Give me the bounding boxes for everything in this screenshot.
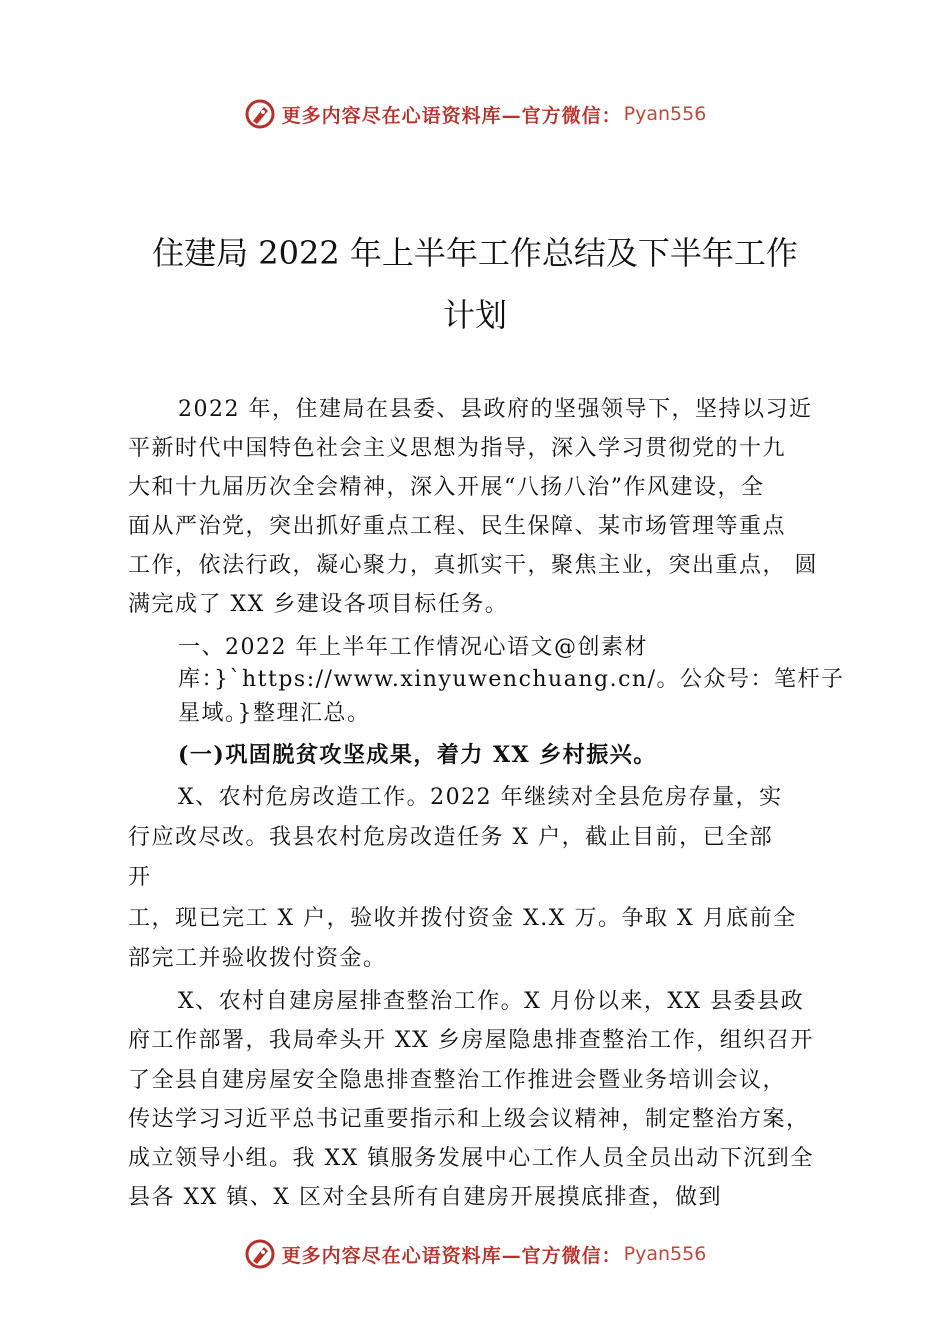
- body-line: 了全县自建房屋安全隐患排查整治工作推进会暨业务培训会议，: [128, 1068, 787, 1093]
- pen-nib-logo-icon: [244, 98, 276, 130]
- body-line: 部完工并验收拨付资金。: [128, 946, 387, 971]
- wechat-id: Pyan556: [623, 103, 707, 125]
- body-line: 府工作部署，我局牵头开 XX 乡房屋隐患排查整治工作，组织召开: [128, 1028, 814, 1053]
- body-line: 面从严治党，突出抓好重点工程、民生保障、某市场管理等重点: [128, 514, 787, 539]
- body-line: 库：}`https://www.xinyuwenchuang.cn/。公众号：笔杆子: [178, 667, 845, 692]
- body-line: X、农村自建房屋排查整治工作。X 月份以来，XX 县委县政: [178, 989, 805, 1014]
- body-line: 大和十九届历次全会精神，深入开展“八扬八治”作风建设，全: [128, 475, 765, 500]
- body-line: 开: [128, 865, 152, 890]
- body-line: 星域。}整理汇总。: [178, 701, 371, 726]
- document-title-continued: 计划: [442, 296, 507, 334]
- body-line: 平新时代中国特色社会主义思想为指导，深入学习贯彻党的十九: [128, 436, 787, 461]
- subsection-heading: (一)巩固脱贫攻坚成果，着力 XX 乡村振兴。: [178, 742, 657, 768]
- wechat-id: Pyan556: [623, 1243, 707, 1265]
- body-line: 工，现已完工 X 户，验收并拨付资金 X.X 万。争取 X 月底前全: [128, 906, 797, 931]
- section-heading: 一、2022 年上半年工作情况心语文@创素材: [178, 635, 648, 660]
- banner-text: 更多内容尽在心语资料库—官方微信：: [281, 104, 622, 127]
- body-line: 行应改尽改。我县农村危房改造任务 X 户，截止目前，已全部: [128, 825, 774, 850]
- body-line: 工作，依法行政，凝心聚力，真抓实干，聚焦主业，突出重点， 圆: [128, 553, 818, 578]
- header-banner: [0, 94, 950, 134]
- body-line: 2022 年，住建局在县委、县政府的坚强领导下，坚持以习近: [178, 397, 813, 422]
- body-line: 传达学习习近平总书记重要指示和上级会议精神，制定整治方案，: [128, 1107, 810, 1132]
- body-line: 成立领导小组。我 XX 镇服务发展中心工作人员全员出动下沉到全: [128, 1146, 814, 1171]
- document-title: 住建局 2022 年上半年工作总结及下半年工作: [152, 234, 798, 272]
- banner-text: 更多内容尽在心语资料库—官方微信：: [281, 1244, 622, 1267]
- footer-banner: [0, 1234, 950, 1274]
- body-line: 满完成了 XX 乡建设各项目标任务。: [128, 592, 509, 617]
- body-line: X、农村危房改造工作。2022 年继续对全县危房存量，实: [178, 785, 783, 810]
- pen-nib-logo-icon: [244, 1238, 276, 1270]
- body-line: 县各 XX 镇、X 区对全县所有自建房开展摸底排查，做到: [128, 1185, 722, 1210]
